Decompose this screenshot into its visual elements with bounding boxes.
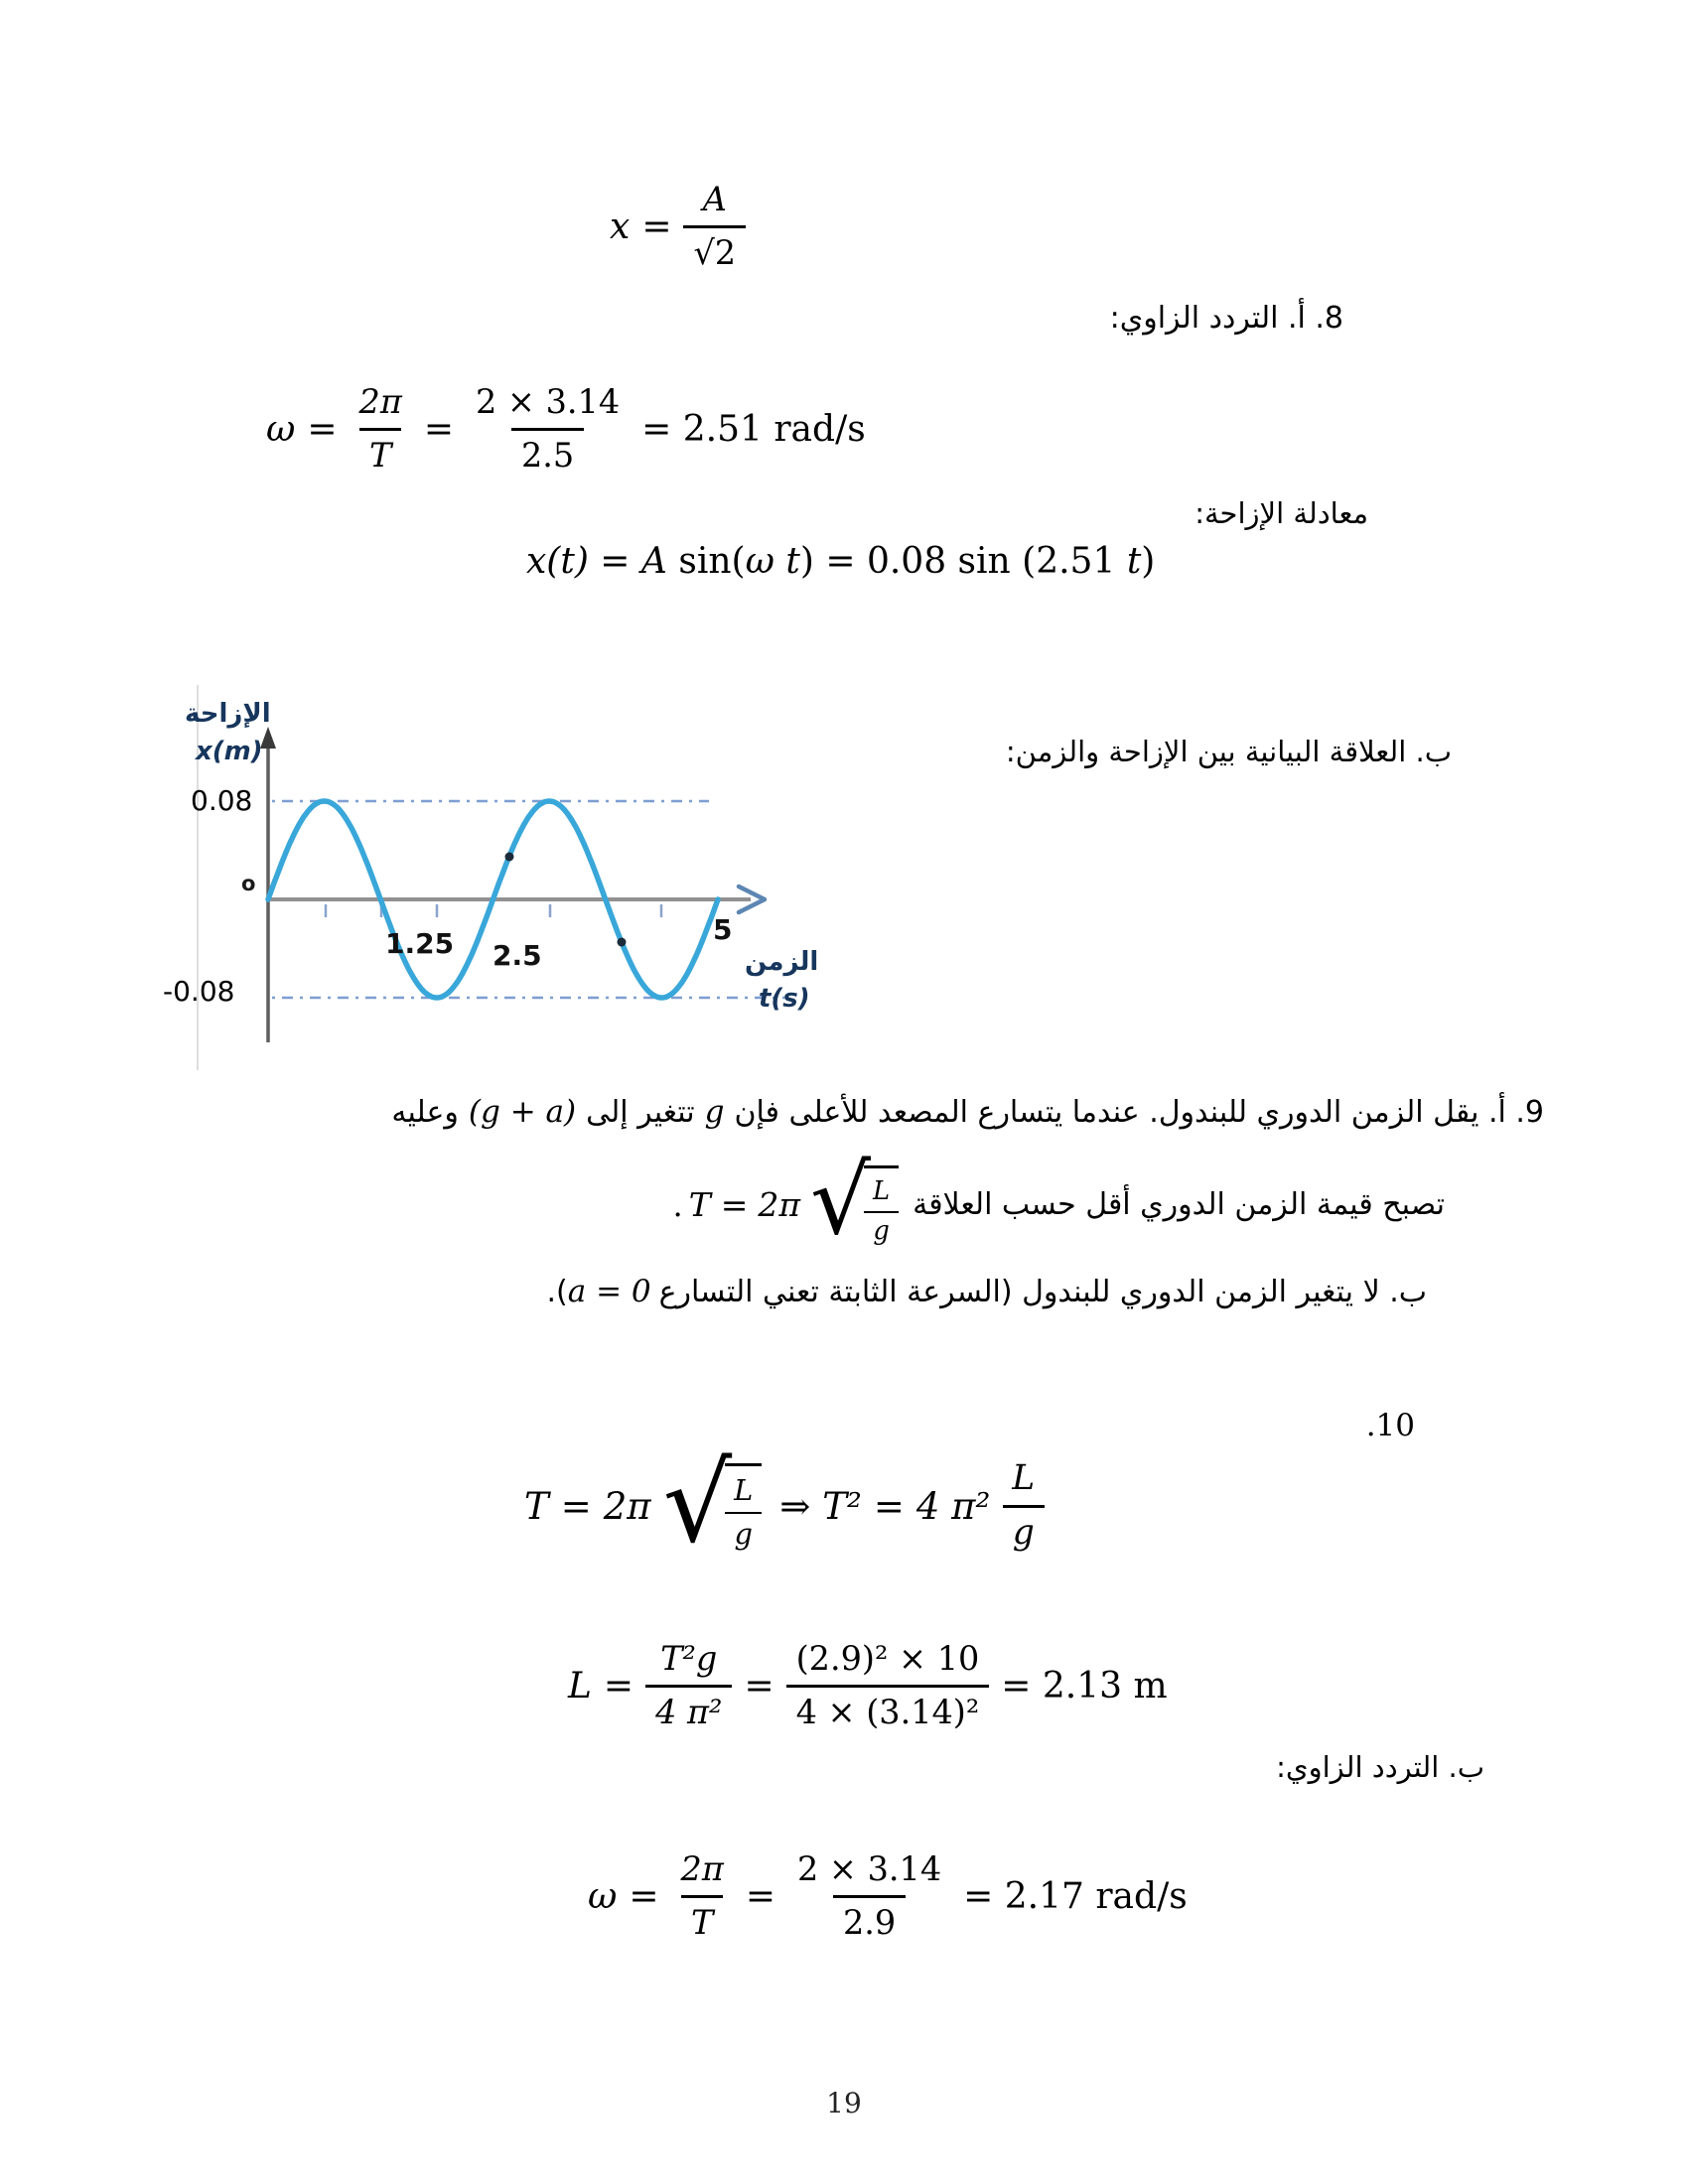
eq10a-rad-fraction: [725, 1472, 762, 1550]
item9-line-b: [547, 1274, 1428, 1309]
eq8-equals1: =: [307, 408, 338, 450]
equation-omega-item8: [266, 383, 866, 475]
item9-line1-mid: تتغير إلى: [586, 1095, 695, 1130]
item9-line1-text: 9. أ. يقل الزمن الدوري للبندول. عندما يتسارع المصعد للأعلى فإن: [734, 1095, 1544, 1130]
eq-disp-p5: sin (2.51: [957, 541, 1127, 582]
item9-eq-equals: =: [720, 1185, 749, 1225]
graph-origin-label: o: [241, 872, 256, 895]
radical-sign: √: [810, 1145, 872, 1256]
item10-sub-heading: ب. التردد الزاوي:: [1276, 1750, 1484, 1784]
eq10c-f2-num: 2 × 3.14: [797, 1849, 942, 1888]
item9-eq-rad-fraction: [864, 1175, 899, 1246]
displacement-equation-label: معادلة الإزاحة:: [1195, 496, 1368, 530]
item9-line-b-close: ).: [546, 1275, 568, 1309]
equation-length: [568, 1640, 1168, 1731]
item9-eq-coef: 2π: [758, 1185, 801, 1225]
eq10c-equals2: =: [745, 1875, 775, 1917]
eq10a-rad-num: L: [734, 1473, 754, 1508]
item9-eq-lhs: T: [688, 1185, 711, 1225]
eq8-result: = 2.51 rad/s: [641, 408, 866, 450]
eq8-f1-num: 2π: [358, 382, 402, 421]
graph-caption: ب. العلاقة البيانية بين الإزاحة والزمن:: [1005, 735, 1452, 768]
eq-amp-fraction: [683, 181, 746, 272]
eq10c-f2-den: 2.9: [833, 1895, 906, 1943]
item9-eq-radicand: [864, 1165, 899, 1246]
item9-line2: [672, 1145, 1445, 1256]
eq10a-equals2: =: [873, 1484, 905, 1528]
eq10a-arrow: ⇒: [779, 1484, 811, 1528]
eq-disp-p3: ω t: [745, 541, 800, 582]
eq10b-f2-den: 4 × (3.14)²: [786, 1685, 990, 1732]
graph-xlabel-unit: t(s): [759, 984, 810, 1014]
eq10a-coef2: 4 π²: [915, 1484, 991, 1528]
eq-disp-p7: ): [1141, 541, 1156, 582]
graph-ymin-label: -0.08: [163, 975, 235, 1008]
item9-period-equation: [688, 1145, 899, 1256]
eq-amp-numerator: A: [702, 180, 727, 218]
eq10c-equals1: =: [629, 1875, 659, 1917]
item8-heading: 8. أ. التردد الزاوي:: [1109, 301, 1343, 336]
eq8-lhs: ω: [266, 408, 296, 450]
eq8-fraction2: [466, 383, 630, 475]
eq10b-f2-num: (2.9)² × 10: [795, 1639, 980, 1678]
eq10b-equals2: =: [744, 1665, 774, 1706]
eq-disp-p1: x(t) = A: [526, 541, 679, 582]
item9-expr-g-plus-a: (g + a): [468, 1094, 577, 1130]
eq10a-equals1: =: [560, 1484, 592, 1528]
eq8-f2-num: 2 × 3.14: [476, 382, 621, 421]
eq10b-result: = 2.13 m: [1001, 1665, 1168, 1706]
eq10a-radical: [662, 1440, 763, 1568]
eq10a-coef: 2π: [603, 1484, 651, 1528]
eq8-f1-den: T: [359, 428, 401, 476]
graph-ymax-label: 0.08: [191, 784, 253, 817]
item9-line2-text: تصبح قيمة الزمن الدوري أقل حسب العلاقة: [913, 1187, 1445, 1223]
eq10c-fraction1: [671, 1850, 734, 1942]
graph-xlabel-arabic: الزمن: [745, 947, 819, 977]
equation-period-squared: [524, 1440, 1045, 1568]
eq10a-lhs: T: [524, 1484, 549, 1528]
item9-eq-radical: [810, 1145, 899, 1256]
eq10b-fraction1: [645, 1640, 732, 1731]
item9-line2-period: .: [672, 1185, 683, 1224]
eq10b-lhs: L: [568, 1665, 592, 1706]
curve-dot-2: [618, 938, 627, 947]
eq-disp-p2: sin(: [678, 541, 746, 582]
eq8-fraction1: [350, 383, 412, 475]
eq10c-f1-num: 2π: [680, 1849, 724, 1888]
eq10c-f1-den: T: [681, 1895, 723, 1943]
eq10c-fraction2: [787, 1850, 951, 1942]
eq10c-result: = 2.17 rad/s: [963, 1875, 1188, 1917]
displacement-time-graph: [139, 683, 834, 1075]
radical-sign: √: [662, 1440, 733, 1568]
item9-line1-end: وعليه: [391, 1095, 459, 1130]
eq8-f2-den: 2.5: [511, 428, 584, 476]
eq10c-lhs: ω: [588, 1875, 618, 1917]
item9-line-b-text: ب. لا يتغير الزمن الدوري للبندول (السرعة الثابتة تعني التسارع: [658, 1275, 1427, 1309]
item9-expr-a-equals-0: a = 0: [567, 1274, 651, 1309]
eq10b-f1-num: T²g: [660, 1639, 718, 1678]
eq-disp-p4: ) = 0.08: [799, 541, 958, 582]
eq-amp-equals: =: [641, 205, 672, 247]
item9-var-g: g: [704, 1094, 725, 1130]
eq-disp-p6: t: [1126, 541, 1142, 582]
equation-omega-item10: [588, 1850, 1188, 1942]
eq10a-fraction: [1002, 1459, 1045, 1553]
graph-ylabel-unit: x(m): [196, 737, 263, 766]
curve-dot-1: [505, 853, 514, 862]
item10-heading: .10: [1365, 1408, 1415, 1443]
item9-eq-rad-den: g: [864, 1211, 898, 1247]
eq-amp-denominator: √2: [683, 225, 746, 273]
eq10b-equals1: =: [603, 1665, 634, 1706]
eq10a-radicand: [725, 1463, 762, 1550]
equation-displacement: [526, 541, 1155, 582]
item9-line1: [391, 1094, 1544, 1130]
item9-eq-rad-num: L: [873, 1176, 891, 1206]
eq10a-f-num: L: [1012, 1458, 1036, 1498]
eq8-equals2: =: [423, 408, 454, 450]
graph-tick-label-1-25: 1.25: [385, 927, 455, 960]
eq10b-f1-den: 4 π²: [645, 1685, 732, 1732]
eq10b-fraction2: [786, 1640, 990, 1731]
eq10a-f-den: g: [1003, 1505, 1045, 1554]
graph-tick-label-5: 5: [713, 913, 733, 946]
equation-amplitude: [610, 181, 746, 272]
eq-amp-lhs: x: [610, 205, 631, 247]
page-number: 19: [826, 2087, 862, 2119]
eq10a-lhs2: T²: [822, 1484, 862, 1528]
graph-ylabel-arabic: الإزاحة: [185, 699, 271, 729]
eq10a-rad-den: g: [725, 1512, 761, 1551]
graph-tick-label-2-5: 2.5: [492, 939, 542, 972]
